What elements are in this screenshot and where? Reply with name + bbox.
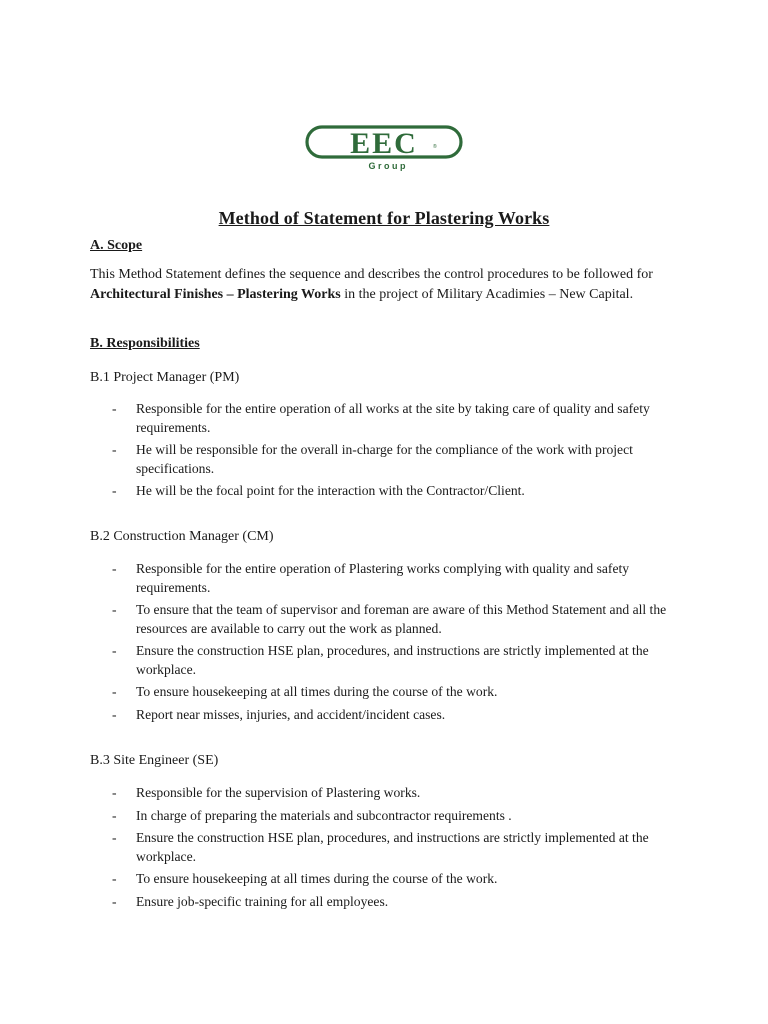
responsibilities-section (90, 334, 690, 354)
role-se-list (90, 784, 680, 915)
list-item: - To ensure housekeeping at all times during the course of the work. (112, 684, 498, 699)
role-cm-list (90, 560, 680, 728)
document-title: Method of Statement for Plastering Works (218, 208, 550, 228)
list-item: - He will be responsible for the overall in-charge for the compliance of the work with project specifications. (112, 442, 633, 476)
list-item: - Ensure the construction HSE plan, procedures, and instructions are strictly implemented at the workplace. (112, 643, 649, 677)
responsibilities-heading: B. Responsibilities (90, 336, 200, 351)
scope-text-before: This Method Statement defines the sequence and describes the control procedures to be followed for (90, 267, 653, 282)
scope-paragraph (90, 265, 690, 305)
role-se (90, 751, 690, 771)
list-item: - To ensure that the team of supervisor and foreman are aware of this Method Statement and all the resources are available to carry out the work as planned. (112, 602, 667, 636)
scope-text-after: in the project of Military Acadimies – New Capital. (340, 286, 634, 302)
logo-registered-mark: ® (433, 144, 437, 150)
list-item: - Responsible for the supervision of Plastering works. (112, 785, 421, 800)
logo-letters: EEC (350, 127, 418, 160)
logo-tagline: G r o u p (368, 161, 406, 171)
eec-group-logo (305, 124, 463, 172)
scope-section (90, 236, 690, 256)
list-item: - He will be the focal point for the interaction with the Contractor/Client. (112, 483, 525, 498)
list-item: - In charge of preparing the materials and subcontractor requirements . (112, 807, 512, 823)
list-item: - Ensure the construction HSE plan, procedures, and instructions are strictly implemented at the workplace. (112, 830, 649, 864)
role-cm (90, 527, 690, 547)
list-item: - Report near misses, injuries, and accident/incident cases. (112, 706, 446, 722)
role-title: B.3 Site Engineer (SE) (90, 753, 219, 768)
list-item: - To ensure housekeeping at all times during the course of the work. (112, 871, 498, 886)
scope-text-bold: Architectural Finishes – Plastering Works (90, 286, 341, 302)
role-title: B.2 Construction Manager (CM) (90, 529, 274, 544)
role-pm-list (90, 400, 680, 505)
list-item: - Responsible for the entire operation of Plastering works complying with quality and safety requirements. (112, 561, 630, 595)
list-item: - Responsible for the entire operation of all works at the site by taking care of quality and safety requirements. (112, 401, 650, 435)
role-title: B.1 Project Manager (PM) (90, 370, 240, 385)
eec-logo-graphic (305, 124, 463, 172)
scope-heading: A. Scope (90, 238, 143, 253)
role-pm (90, 368, 690, 388)
list-item: - Ensure job-specific training for all employees. (112, 893, 389, 909)
